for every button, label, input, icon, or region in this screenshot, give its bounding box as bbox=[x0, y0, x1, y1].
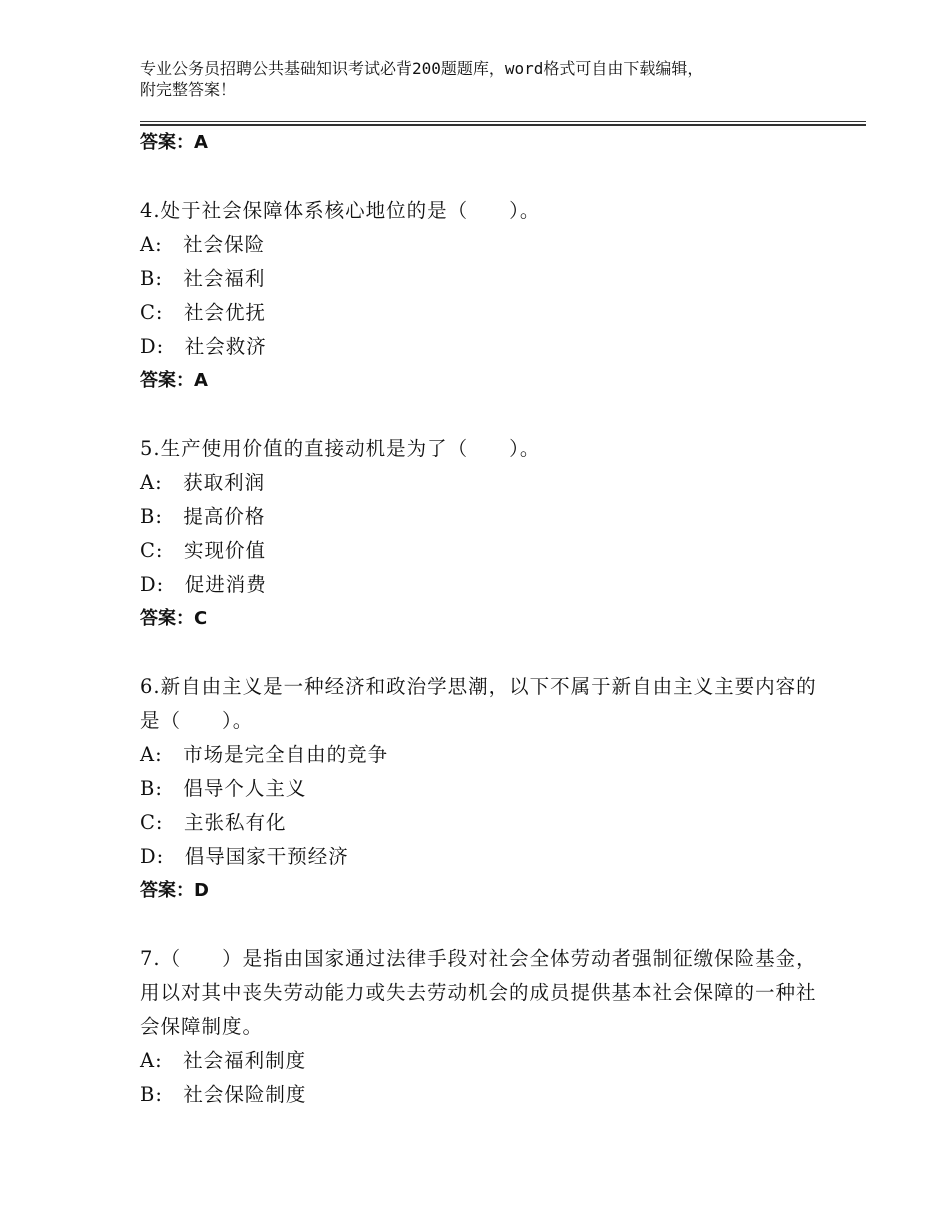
option-b: B: 社会福利 bbox=[140, 267, 266, 290]
option-a: A: 社会保险 bbox=[140, 233, 266, 256]
question-6 bbox=[140, 670, 820, 908]
question-4 bbox=[140, 194, 820, 398]
option-a: A: 获取利润 bbox=[140, 471, 266, 494]
answer-line: 答案：D bbox=[140, 880, 209, 901]
question-stem: 5.生产使用价值的直接动机是为了（ ）。 bbox=[140, 437, 541, 460]
option-d: D: 促进消费 bbox=[140, 573, 267, 596]
option-a: A: 市场是完全自由的竞争 bbox=[140, 743, 389, 766]
option-c: C: 主张私有化 bbox=[140, 811, 287, 834]
option-b: B: 社会保险制度 bbox=[140, 1083, 307, 1106]
option-b: B: 提高价格 bbox=[140, 505, 266, 528]
question-5 bbox=[140, 432, 820, 636]
option-a: A: 社会福利制度 bbox=[140, 1049, 307, 1072]
option-d: D: 社会救济 bbox=[140, 335, 267, 358]
option-c: C: 实现价值 bbox=[140, 539, 266, 562]
question-stem: 6.新自由主义是一种经济和政治学思潮，以下不属于新自由主义主要内容的是（ ）。 bbox=[140, 675, 817, 732]
answer-line: 答案：A bbox=[140, 370, 208, 391]
header-divider-thin bbox=[140, 121, 866, 122]
answer-line: 答案：A bbox=[140, 132, 208, 153]
question-7 bbox=[140, 942, 820, 1112]
option-b: B: 倡导个人主义 bbox=[140, 777, 307, 800]
option-c: C: 社会优抚 bbox=[140, 301, 266, 324]
question-list bbox=[140, 126, 820, 1112]
option-d: D: 倡导国家干预经济 bbox=[140, 845, 349, 868]
question-stem: 4.处于社会保障体系核心地位的是（ ）。 bbox=[140, 199, 541, 222]
question-stem: 7.（ ）是指由国家通过法律手段对社会全体劳动者强制征缴保险基金，用以对其中丧失劳动能力或失去劳动机会的成员提供基本社会保障的一种社会保障制度。 bbox=[140, 947, 817, 1038]
header-line-2: 附完整答案！ bbox=[140, 80, 237, 99]
header-line-1: 专业公务员招聘公共基础知识考试必背200题题库，word格式可自由下载编辑， bbox=[140, 59, 704, 78]
document-header bbox=[140, 58, 820, 100]
answer-line: 答案：C bbox=[140, 608, 208, 629]
